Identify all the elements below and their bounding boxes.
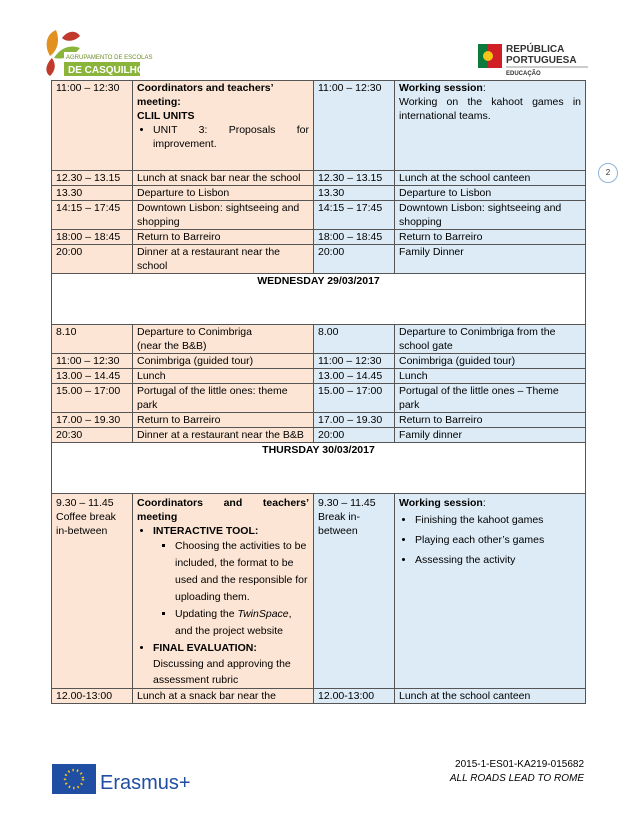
table-row	[52, 413, 586, 428]
activity-cell	[395, 494, 586, 689]
time-cell: 11:00 – 12:30	[52, 354, 133, 369]
table-row	[52, 384, 586, 413]
day-heading-thursday: THURSDAY 30/03/2017	[52, 443, 586, 494]
activity-cell: Conimbriga (guided tour)	[133, 354, 314, 369]
session-colon: :	[482, 82, 486, 94]
session-colon: :	[482, 497, 486, 509]
time-cell: 20:00	[314, 245, 395, 274]
footer-text	[450, 758, 584, 786]
time-cell: 20:00	[314, 428, 395, 443]
list-item: • Finishing the kahoot games	[415, 510, 581, 530]
day-heading-row	[52, 274, 586, 325]
time-cell: 20:30	[52, 428, 133, 443]
eval-text: Discussing and approving the assessment rubric	[153, 658, 291, 686]
activity-line: Departure to Conimbriga	[137, 326, 252, 338]
time-cell: 11:00 – 12:30	[52, 81, 133, 171]
table-row	[52, 245, 586, 274]
sub-list-item	[175, 606, 309, 640]
activity-cell: Return to Barreiro	[395, 413, 586, 428]
time-cell: 13.00 – 14.45	[52, 369, 133, 384]
time-cell: 15.00 – 17:00	[52, 384, 133, 413]
time-cell: 15.00 – 17:00	[314, 384, 395, 413]
school-logo	[40, 26, 153, 78]
time-cell: 12.30 – 13.15	[314, 171, 395, 186]
table-row	[52, 186, 586, 201]
session-text: Working on the kahoot games in international teams.	[399, 96, 581, 122]
erasmus-logo	[52, 762, 192, 796]
activity-cell: Family dinner	[395, 428, 586, 443]
activity-cell: Conimbriga (guided tour)	[395, 354, 586, 369]
time-cell: 13.00 – 14.45	[314, 369, 395, 384]
table-row	[52, 494, 586, 689]
activity-cell: Portugal of the little ones: theme park	[133, 384, 314, 413]
list-item	[153, 524, 309, 640]
time-cell: 18:00 – 18:45	[314, 230, 395, 245]
activity-cell	[395, 81, 586, 171]
activity-cell: Dinner at a restaurant near the B&B	[133, 428, 314, 443]
time-cell: 9.30 – 11.45 Break in-between	[314, 494, 395, 689]
time-cell: 11:00 – 12:30	[314, 81, 395, 171]
table-row	[52, 689, 586, 704]
time-cell: 17.00 – 19.30	[52, 413, 133, 428]
time-cell: 14:15 – 17:45	[52, 201, 133, 230]
project-code: 2015-1-ES01-KA219-015682	[455, 759, 584, 770]
time-cell: 8.10	[52, 325, 133, 354]
activity-cell: Departure to Lisbon	[133, 186, 314, 201]
activity-cell: Return to Barreiro	[133, 413, 314, 428]
time-cell: 13.30	[314, 186, 395, 201]
time-cell: 17.00 – 19.30	[314, 413, 395, 428]
time-cell: 20:00	[52, 245, 133, 274]
list-item: • Playing each other’s games	[415, 530, 581, 550]
activity-cell: Lunch at a snack bar near the	[133, 689, 314, 704]
time-cell: 12.00-13:00	[52, 689, 133, 704]
activity-cell: Lunch	[395, 369, 586, 384]
project-name: ALL ROADS LEAD TO ROME	[449, 773, 584, 784]
activity-cell: Departure to Conimbriga from the school gate	[395, 325, 586, 354]
table-row	[52, 230, 586, 245]
activity-cell	[133, 81, 314, 171]
republica-line-1: REPÚBLICA	[506, 44, 565, 55]
list-item: • UNIT 3: Proposals for improvement.	[153, 123, 309, 151]
meeting-title: Coordinators and teachers’ meeting:	[137, 82, 273, 108]
time-cell: 9.30 – 11.45 Coffee break in-between	[52, 494, 133, 689]
portugal-flag-icon	[478, 44, 502, 68]
activity-cell: Lunch at the school canteen	[395, 689, 586, 704]
school-logo-line-2: DE CASQUILHOS	[68, 65, 152, 76]
meeting-title: Coordinators and teachers’ meeting	[137, 497, 309, 523]
day-heading-wednesday: WEDNESDAY 29/03/2017	[52, 274, 586, 325]
activity-cell: Family Dinner	[395, 245, 586, 274]
twinspace-text: TwinSpace	[237, 608, 289, 620]
activity-cell: Downtown Lisbon: sightseeing and shopping	[133, 201, 314, 230]
time-cell: 11:00 – 12:30	[314, 354, 395, 369]
schedule-table	[51, 80, 586, 704]
eu-flag-icon	[52, 764, 96, 794]
eval-title: FINAL EVALUATION:	[153, 642, 257, 654]
table-row	[52, 325, 586, 354]
tool-title: INTERACTIVE TOOL:	[153, 525, 259, 537]
list-item	[153, 640, 309, 688]
session-title: Working session	[399, 82, 483, 94]
list-item: • Assessing the activity	[415, 550, 581, 570]
table-row	[52, 428, 586, 443]
sub-list-item: ▪ Choosing the activities to be included, the format to be used and the responsible for uploading them.	[175, 538, 309, 606]
activity-cell: Lunch	[133, 369, 314, 384]
activity-cell: Return to Barreiro	[133, 230, 314, 245]
time-cell: 8.00	[314, 325, 395, 354]
activity-line: (near the B&B)	[137, 340, 207, 352]
activity-cell: Lunch at snack bar near the school	[133, 171, 314, 186]
activity-cell: Portugal of the little ones – Theme park	[395, 384, 586, 413]
time-cell: 18:00 – 18:45	[52, 230, 133, 245]
time-cell: 12.00-13:00	[314, 689, 395, 704]
erasmus-label: Erasmus+	[100, 772, 191, 794]
republica-logo	[478, 40, 598, 78]
time-cell: 13.30	[52, 186, 133, 201]
school-logo-line-1: AGRUPAMENTO DE ESCOLAS	[66, 55, 153, 61]
activity-cell: Downtown Lisbon: sightseeing and shopping	[395, 201, 586, 230]
activity-cell	[133, 494, 314, 689]
activity-cell	[133, 325, 314, 354]
activity-cell: Return to Barreiro	[395, 230, 586, 245]
page-number: 2	[598, 163, 618, 183]
table-row	[52, 171, 586, 186]
republica-line-3: EDUCAÇÃO	[506, 71, 541, 77]
table-row	[52, 369, 586, 384]
time-cell: 14:15 – 17:45	[314, 201, 395, 230]
update-text: Updating the	[175, 608, 238, 620]
time-cell: 12.30 – 13.15	[52, 171, 133, 186]
activity-cell: Dinner at a restaurant near the school	[133, 245, 314, 274]
republica-line-2: PORTUGUESA	[506, 55, 577, 66]
day-heading-row	[52, 443, 586, 494]
session-title: Working session	[399, 497, 483, 509]
meeting-subtitle: CLIL UNITS	[137, 110, 195, 122]
table-row	[52, 81, 586, 171]
table-row	[52, 201, 586, 230]
activity-cell: Departure to Lisbon	[395, 186, 586, 201]
update-text-rest: , and the project website	[175, 608, 292, 637]
activity-cell: Lunch at the school canteen	[395, 171, 586, 186]
table-row	[52, 354, 586, 369]
